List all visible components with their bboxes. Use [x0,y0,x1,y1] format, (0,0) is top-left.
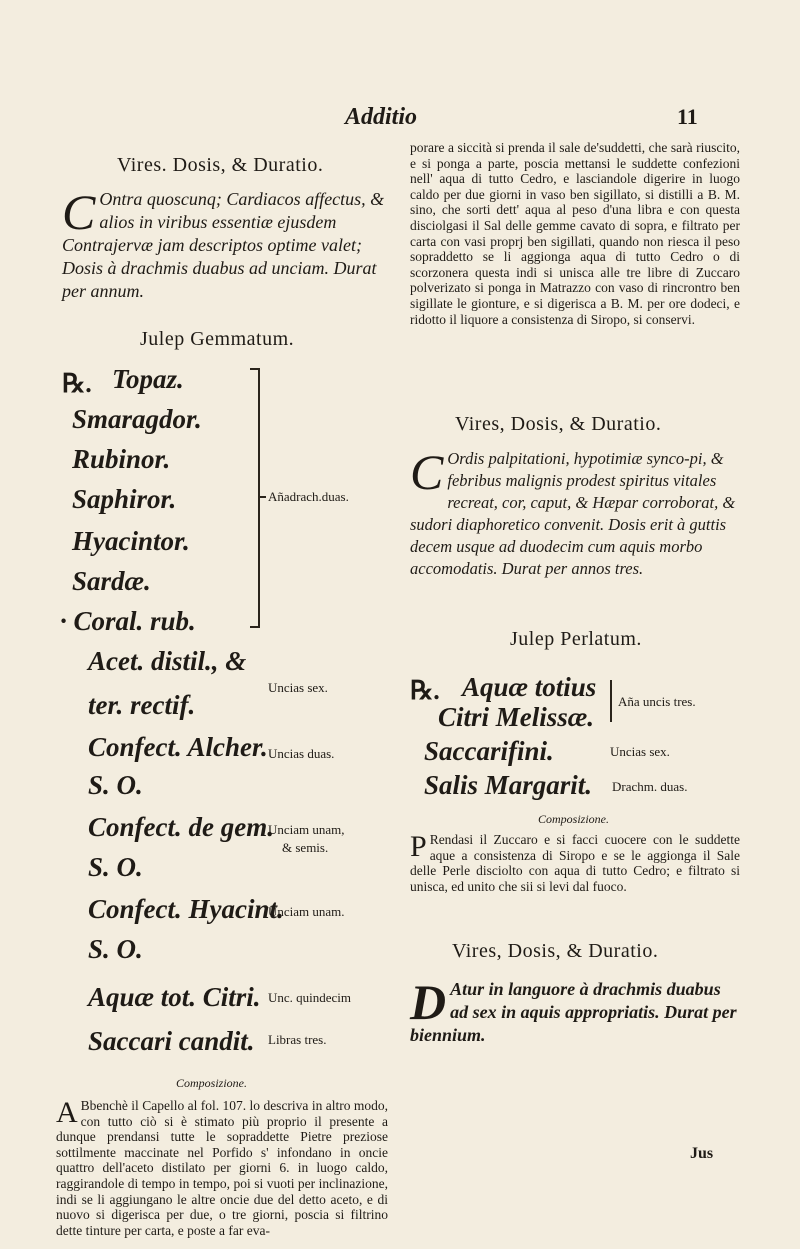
ingredient-item: Smaragdor. [72,404,202,434]
right-paragraph-datur: D Atur in languore à drachmis duabus ad sex in aquis appropriatis. Durat per biennium. [410,974,737,1045]
ingredient-item: Aquæ tot. Citri. [88,982,261,1012]
quantity-gem-2: & semis. [282,840,329,855]
drop-cap-a: A [56,1096,78,1129]
right-paragraph-cordis: C Ordis palpitationi, hypotimiæ synco-pi, & febribus malignis prodest spiritus vitales recreat, cor, caput, & Hæpar corroborat, & sudori diaphoretico convenit. Dosis erit à guttis decem usque ad duodecim cum aquis morbo accomodatis. Durat per annos tres. [410,444,736,578]
right-paragraph-continued: porare a siccità si prenda il sale de'suddetti, che sarà riuscito, e si ponga a parte, poscia mettansi le suddette confezioni nell' aqua di tutto Cedro, e lasciandole digerire in luogo caldo per due giorni in vaso ben sigillato, si distilli a B. M. sino, che sorti dett' aqua al peso d'una libra e con questa disciolgasi il Sal delle gemme cavato di sopra, e filtrato per carta con vasi proprj ben sigillati, quando non riesca il peso sopraddetto se li aggionga aqua di tutto Cedro o di scorzonera questa indi si unisca alle tre libre di Zuccaro polverizato si ponga in Matrazzo con vaso di rincrontro ben sigillate le gionture, e si digerisca a B. M. per ore dodeci, e ridotto il liquore a consistenza di Siropo, si conservi. [410,140,740,327]
ingredient-item: Acet. distil., & [88,646,247,676]
quantity-salis: Drachm. duas. [612,779,688,794]
running-header: Additio [345,104,418,130]
ingredient-item: Confect. de gem. [88,812,274,842]
ingredient-item: · Coral. rub. [60,606,196,636]
brace-bottom-tick [250,626,260,628]
ingredient-item: Confect. Alcher. [88,732,268,762]
quantity-aqua-melissa: Aña uncis tres. [618,694,696,709]
ingredient-item: Topaz. [112,364,184,394]
right-heading-vires-2: Vires, Dosis, & Duratio. [452,940,659,962]
ingredient-item: S. O. [88,852,143,882]
composizione-heading-right: Composizione. [538,812,610,826]
left-paragraph-abbenche: A Bbenchè il Capello al fol. 107. lo descriva in altro modo, con tutto ciò si è stimato più proprio il presente a dunque prendansi tutte le sopraddette Pietre preziose sottilmente maccinate nel Porfido s' infondano in oncie quattro dell'aceto distilato per giorni 6. in luogo caldo, raggirandole di tempo in tempo, poi si vuoti per inclinazione, indi se li aggiungano le altre oncie due del detto aceto, e di nuovo si digerisca per due, o tre giorni, poscia si filtrino dette tinture per carta, e poste a far eva- [56,1096,388,1238]
catchword: Jus [690,1145,714,1162]
gems-brace [258,368,260,628]
left-paragraph-contra: C Ontra quoscunq; Cardiacos affectus, & alios in viribus essentiæ ejusdem Contrajervæ jam descriptos optime valet; Dosis à drachmis duabus ad unciam. Durat per annum. [62,184,385,301]
left-heading-vires: Vires. Dosis, & Duratio. [117,154,324,176]
quantity-gems: Añadrach.duas. [268,489,349,504]
drop-cap-p: P [410,830,427,863]
drop-cap-c: C [410,444,444,500]
right-brace [610,680,612,722]
ingredient-item: Aquæ totius [462,672,597,702]
ingredient-item: Hyacintor. [72,526,190,556]
ingredient-item: Saphiror. [72,484,177,514]
ingredient-item: Salis Margarit. [424,770,593,800]
quantity-aqua: Unc. quindecim [268,990,352,1005]
left-heading-julep-gemmatum: Julep Gemmatum. [140,328,295,350]
ingredient-item: Rubinor. [72,444,171,474]
quantity-saccari: Libras tres. [268,1032,327,1047]
quantity-gem-1: Unciam unam, [268,822,345,837]
drop-cap-d: D [410,974,447,1030]
ingredient-item: Saccarifini. [424,736,554,766]
brace-point [258,496,266,498]
right-heading-julep-perlatum: Julep Perlatum. [510,628,642,650]
quantity-saccari-right: Uncias sex. [610,744,670,759]
brace-top-tick [250,368,260,370]
ingredient-item: S. O. [88,770,143,800]
quantity-alcher: Uncias duas. [268,746,335,761]
drop-cap-c: C [62,184,96,240]
recipe-symbol-left: ℞. [62,369,92,398]
ingredient-item: Saccari candit. [88,1026,255,1056]
right-paragraph-rendasi: P Rendasi il Zuccaro e si facci cuocere con le suddette aque a consistenza di Siropo e se le aggionga il Sale delle Perle disciolto con aqua di tutto Cedro; e filtrato si unisca, ed unito che sii si levi dal fuoco. [410,830,740,894]
quantity-hyacint: Unciam unam. [268,904,345,919]
quantity-acet: Uncias sex. [268,680,328,695]
page-number: 11 [677,104,698,129]
ingredient-item: S. O. [88,934,143,964]
recipe-symbol-right: ℞. [410,676,440,705]
composizione-heading-left: Composizione. [176,1076,248,1090]
ingredient-item: Confect. Hyacint. [88,894,284,924]
ingredient-item: Citri Melissæ. [438,702,595,732]
ingredient-item: Sardæ. [72,566,151,596]
ingredient-item: ter. rectif. [88,690,196,720]
right-heading-vires: Vires, Dosis, & Duratio. [455,413,662,435]
